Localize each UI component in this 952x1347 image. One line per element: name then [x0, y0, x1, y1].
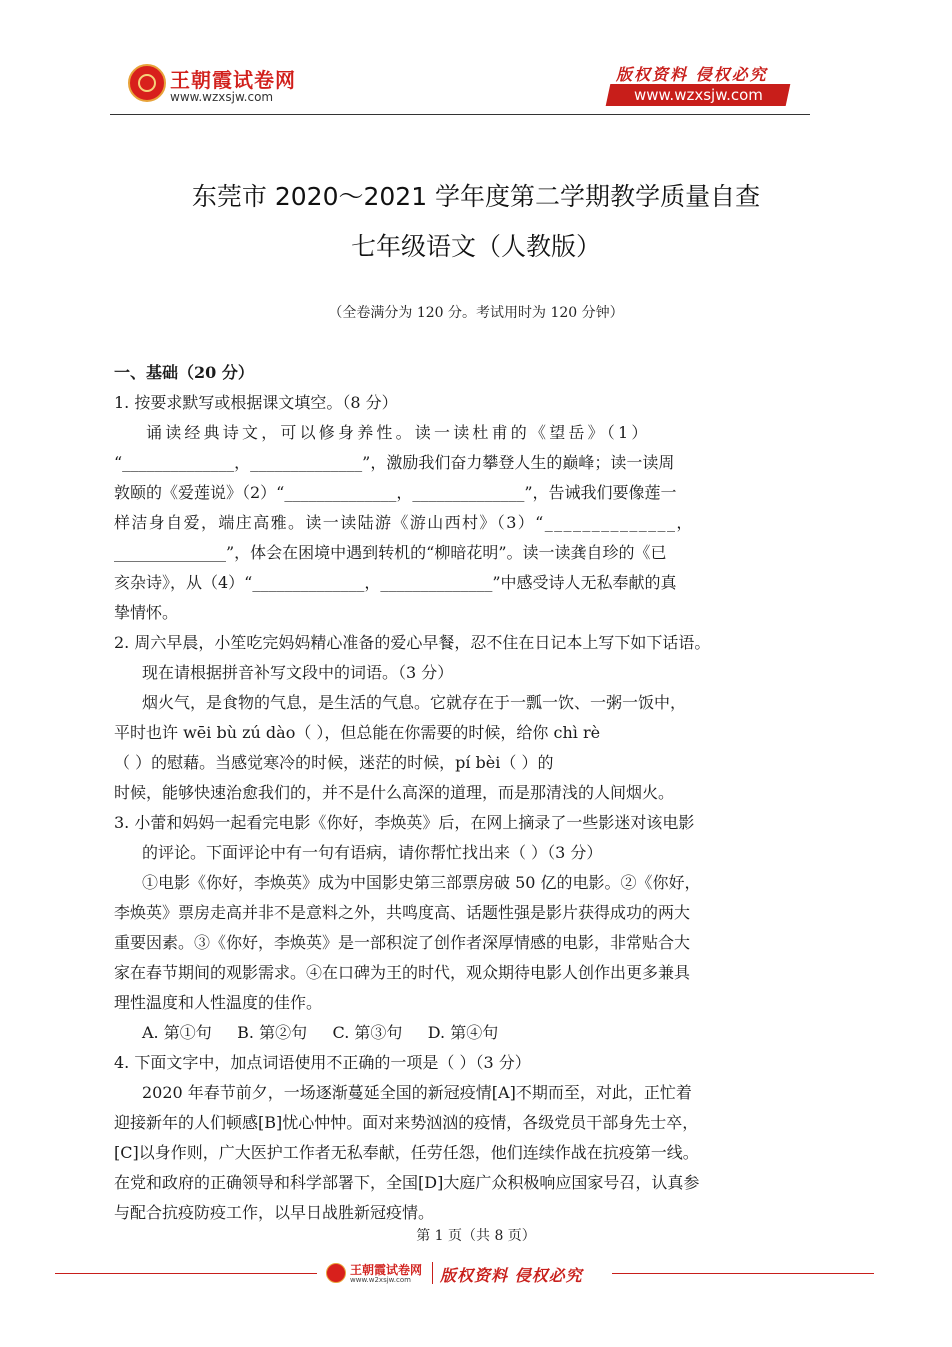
footer-logo-icon — [326, 1263, 346, 1283]
q4-text: 在党和政府的正确领导和科学部署下，全国[D]大庭广众积极响应国家号召，认真参 — [114, 1173, 700, 1192]
q4-text: 与配合抗疫防疫工作，以早日战胜新冠疫情。 — [114, 1203, 435, 1222]
q2-text: 现在请根据拼音补写文段中的词语。（3 分） — [142, 663, 454, 682]
logo-emblem-icon — [128, 64, 166, 102]
footer-separator — [432, 1262, 433, 1284]
page-footer — [0, 1258, 952, 1292]
q4-text: [C]以身作则，广大医护工作者无私奉献，任劳任怨，他们连续作战在抗疫第一线。 — [114, 1143, 699, 1162]
q3-text: ①电影《你好，李焕英》成为中国影史第三部票房破 50 亿的电影。②《你好， — [142, 873, 701, 892]
question-1: 1. 按要求默写或根据课文填空。（8 分） — [114, 393, 398, 412]
q3-text: 李焕英》票房走高并非不是意料之外，共鸣度高、话题性强是影片获得成功的两大 — [114, 903, 691, 922]
q1-text: ______________”，体会在困境中遇到转机的“柳暗花明”。读一读龚自珍的《已 — [114, 543, 667, 562]
q4-text: 2020 年春节前夕，一场逐渐蔓延全国的新冠疫情[A]不期而至，对此，正忙着 — [142, 1083, 692, 1102]
footer-copyright: 版权资料 侵权必究 — [440, 1266, 583, 1285]
question-2: 2. 周六早晨，小笙吃完妈妈精心准备的爱心早餐，忍不住在日记本上写下如下话语。 — [114, 633, 711, 652]
q2-text: 时候，能够快速治愈我们的，并不是什么高深的道理，而是那清浅的人间烟火。 — [114, 783, 675, 802]
question-3: 3. 小蕾和妈妈一起看完电影《你好，李焕英》后，在网上摘录了一些影迷对该电影 — [114, 813, 695, 832]
page-header — [0, 0, 952, 130]
site-url: www.wzxsjw.com — [633, 86, 763, 104]
q3-options: A. 第①句 B. 第②句 C. 第③句 D. 第④句 — [142, 1023, 499, 1042]
footer-rule-right — [612, 1273, 874, 1274]
q1-text: “______________，______________”，激励我们奋力攀登人生的巅峰；读一读周 — [114, 453, 675, 472]
exam-subject: 七年级语文（人教版） — [350, 232, 601, 261]
q1-text: 样洁身自爱，端庄高雅。读一读陆游《游山西村》（3）“______________， — [114, 513, 694, 532]
q1-text: 挚情怀。 — [114, 603, 179, 622]
logo-url: www.wzxsjw.com — [170, 90, 274, 104]
footer-logo-url: www.w2xsjw.com — [350, 1276, 411, 1284]
page-number: 第 1 页（共 8 页） — [416, 1228, 536, 1244]
site-url-badge — [606, 84, 791, 106]
header-divider — [110, 114, 810, 115]
q2-text: 平时也许 wēi bù zú dào（ ），但总能在你需要的时候，给你 chì rè — [114, 723, 601, 742]
q4-text: 迎接新年的人们顿感[B]忧心忡忡。面对来势汹汹的疫情，各级党员干部身先士卒， — [114, 1113, 699, 1132]
q2-text: （ ）的慰藉。当感觉寒冷的时候，迷茫的时候，pí bèi（ ）的 — [114, 753, 554, 772]
exam-info: （全卷满分为 120 分。考试用时为 120 分钟） — [328, 305, 624, 321]
q3-text: 重要因素。③《你好，李焕英》是一部积淀了创作者深厚情感的电影，非常贴合大 — [114, 933, 691, 952]
logo-name: 王朝霞试卷网 — [170, 68, 296, 92]
q2-text: 烟火气，是食物的气息，是生活的气息。它就存在于一瓢一饮、一粥一饭中， — [142, 693, 687, 712]
q3-text: 的评论。下面评论中有一句有语病，请你帮忙找出来（ ）（3 分） — [142, 843, 603, 862]
q1-text: 诵读经典诗文，可以修身养性。读一读杜甫的《望岳》（1） — [146, 423, 651, 442]
footer-rule-left — [55, 1273, 317, 1274]
exam-body — [114, 358, 814, 1228]
copyright-notice: 版权资料 侵权必究 — [616, 65, 768, 84]
q1-text: 敦颐的《爱莲说》（2）“______________，______________”，告诫我们要像莲一 — [114, 483, 677, 502]
q3-text: 家在春节期间的观影需求。④在口碑为王的时代，观众期待电影人创作出更多兼具 — [114, 963, 691, 982]
q3-text: 理性温度和人性温度的佳作。 — [114, 993, 323, 1012]
footer-logo-name: 王朝霞试卷网 — [350, 1263, 423, 1277]
section-heading: 一、基础（20 分） — [114, 363, 254, 382]
question-4: 4. 下面文字中，加点词语使用不正确的一项是（ ）（3 分） — [114, 1053, 531, 1072]
q1-text: 亥杂诗》，从（4）“______________，______________”中感受诗人无私奉献的真 — [114, 573, 677, 592]
exam-title: 东莞市 2020～2021 学年度第二学期教学质量自查 — [191, 182, 761, 211]
